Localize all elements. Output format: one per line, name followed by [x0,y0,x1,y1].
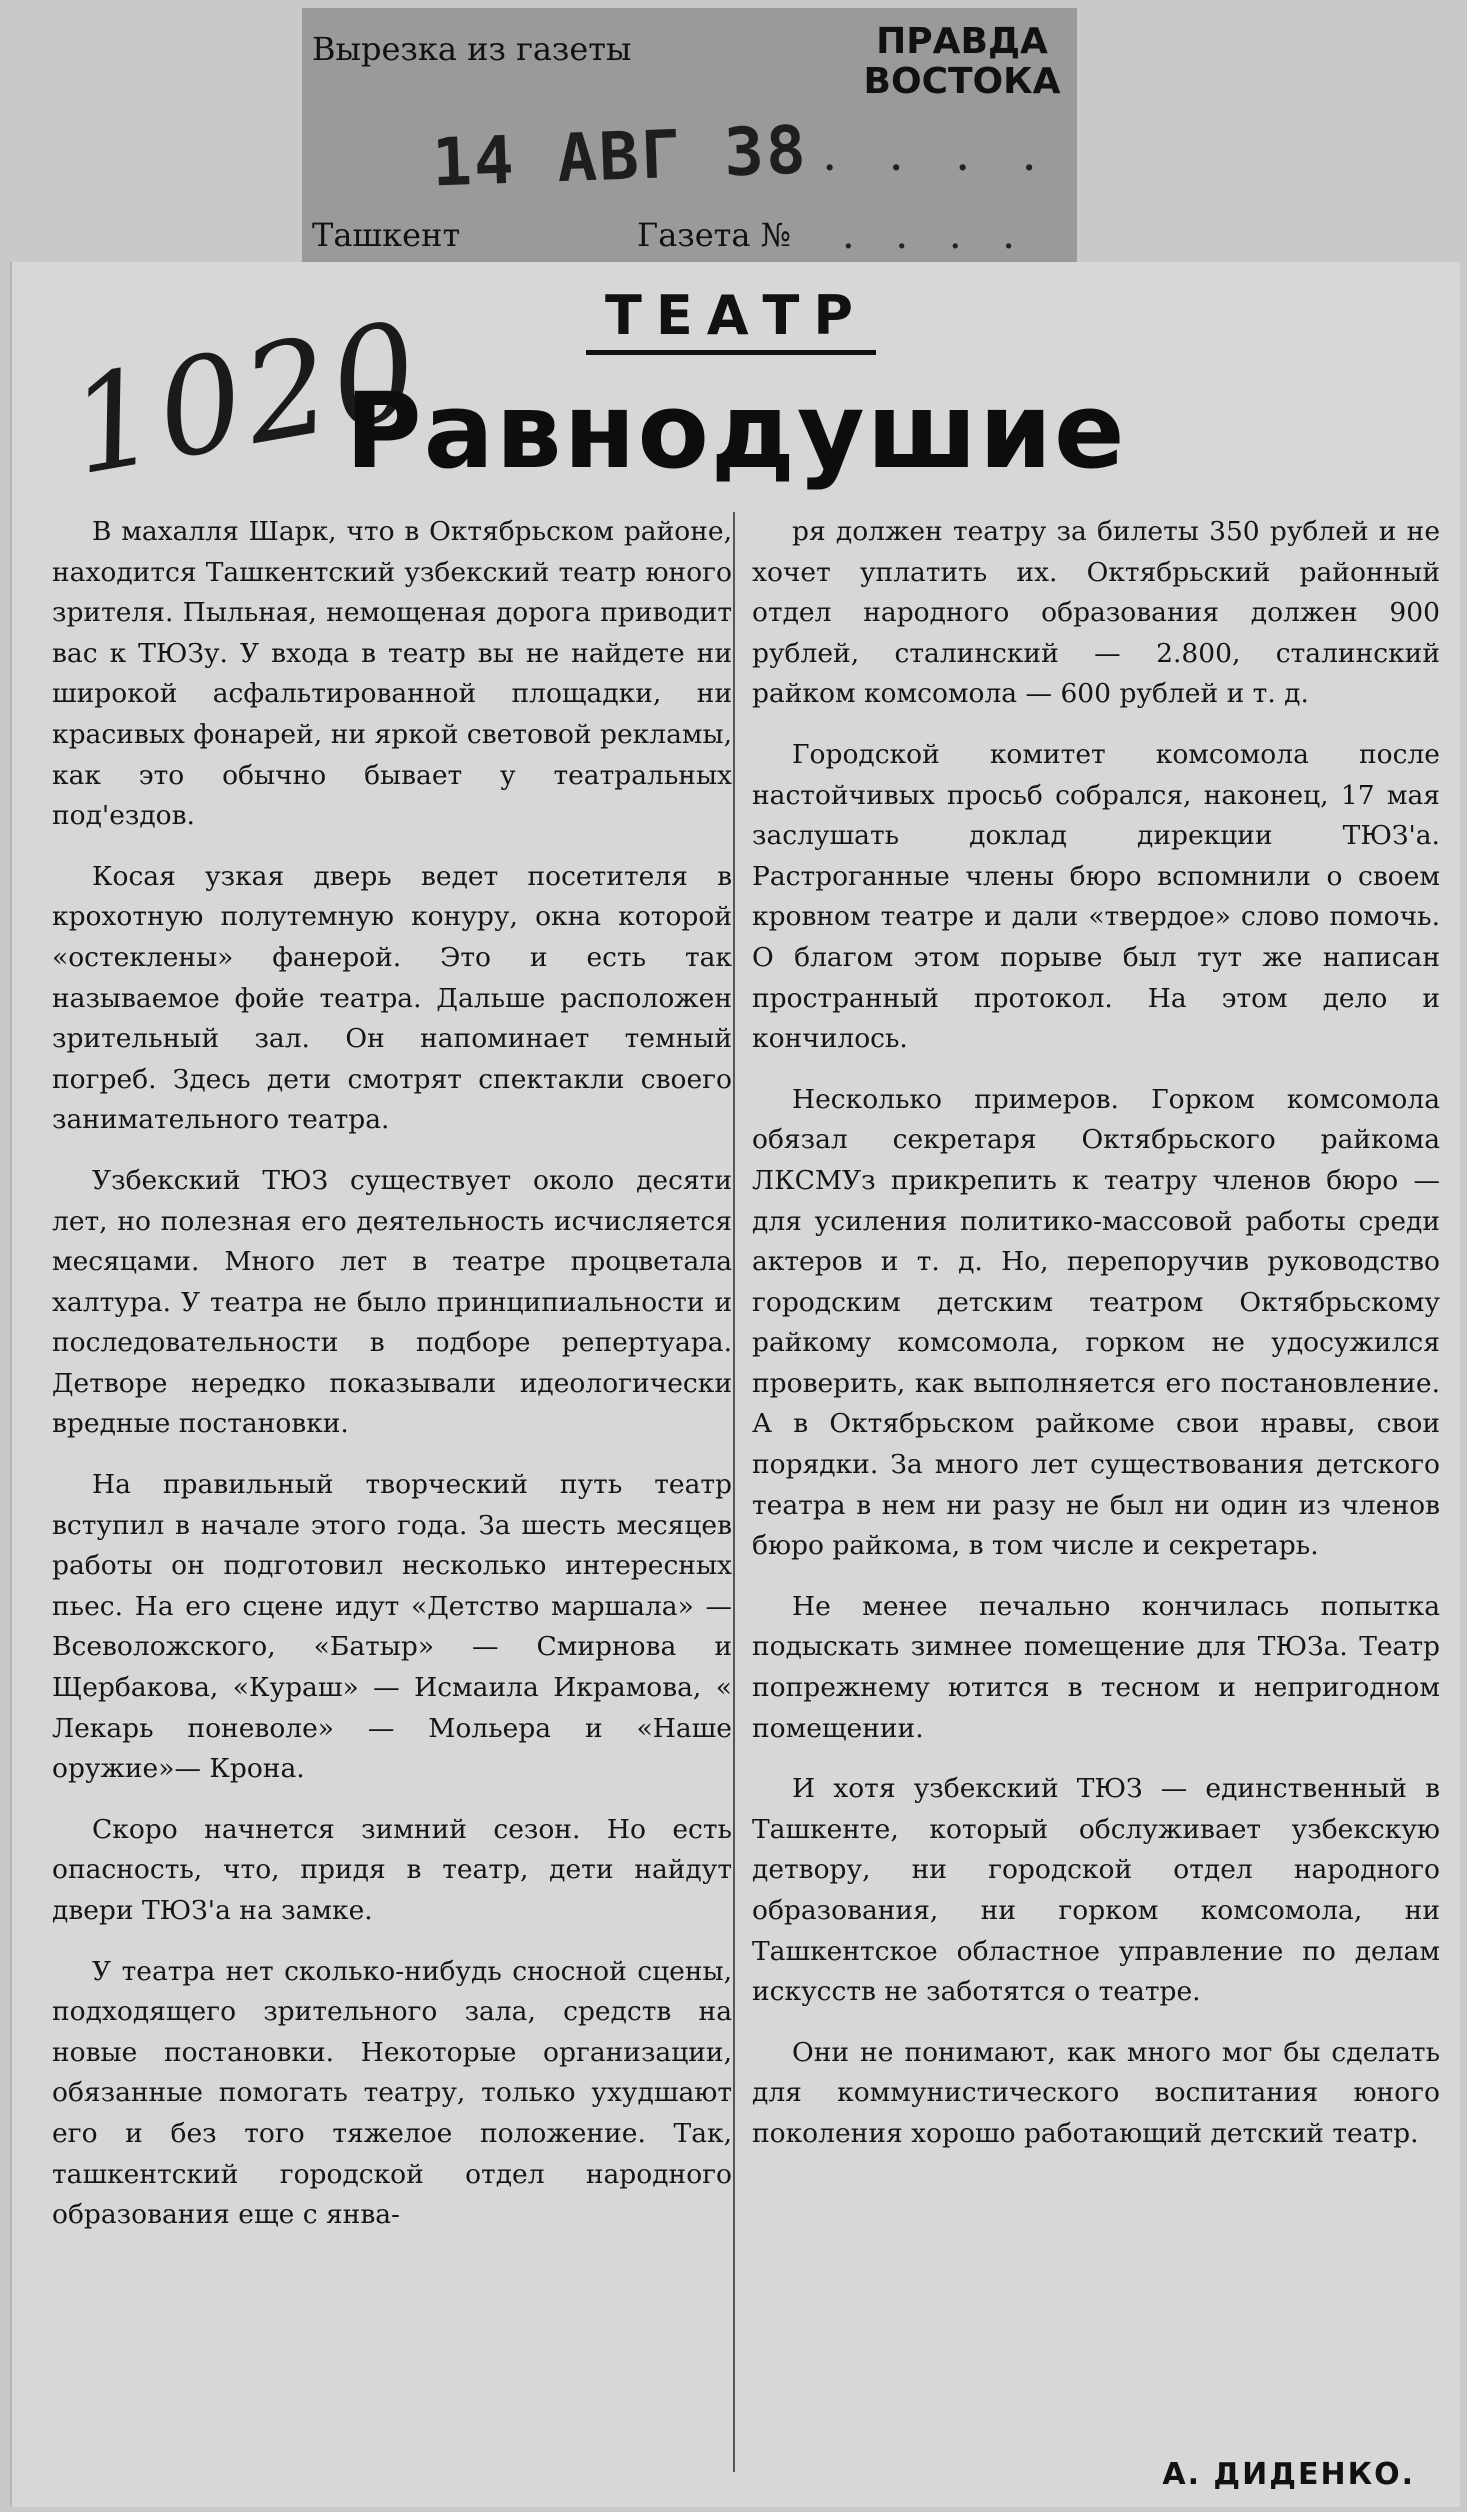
date-stamp: 14 АВГ 38 [430,111,809,202]
label-source: Вырезка из газеты [312,30,632,68]
author-signature: А. ДИДЕНКО. [1162,2457,1415,2492]
article-headline: Равнодушие [345,370,1127,492]
paragraph: Скоро начнется зимний сезон. Но есть опасность, что, придя в театр, дети найдут двери ТЮЗ'а на замке. [52,1813,732,1926]
label-fill-dots: . . . . [842,212,1030,258]
section-underline [586,350,876,355]
paragraph: Не менее печально кончилась попытка подыскать зимнее помещение для ТЮЗа. Театр попрежнему ютится в тесном и непригодном помещении. [752,1590,1440,1744]
article-right-column [752,512,1440,2175]
clipping-label-card [302,8,1077,265]
newspaper-clipping [10,262,1460,2507]
paragraph: И хотя узбекский ТЮЗ — единственный в Ташкенте, который обслуживает узбекскую детвору, ни городской отдел народного образования, ни горком комсомола, ни Ташкентское областное управление по делам искусств не заботятся о театре. [752,1773,1440,2008]
paragraph: Они не понимают, как много мог бы сделать для коммунистического воспитания юного поколения хорошо работающий детский театр. [752,2036,1440,2149]
paragraph: Косая узкая дверь ведет посетителя в крохотную полутемную конуру, окна которой «остеклены» фанерой. Это и есть так называемое фойе театра. Дальше расположен зрительный зал. Он напоминает темный погреб. Здесь дети смотрят спектакли своего занимательного театра. [52,860,732,1136]
paragraph: Узбекский ТЮЗ существует около десяти лет, но полезная его деятельность исчисляется месяцами. Много лет в театре процветала халтура. У театра не было принципиальности и последовательности в подборе репертуара. Детворе нередко показывали идеологически вредные постановки. [52,1164,732,1440]
paragraph: Несколько примеров. Горком комсомола обязал секретаря Октябрьского райкома ЛКСМУз прикрепить к театру членов бюро — для усиления политико-массовой работы среди актеров и т. д. Но, перепоручив руководство городским детским театром Октябрьскому райкому комсомола, горком не удосужился проверить, как выполняется его постановление. А в Октябрьском райкоме свои нравы, свои порядки. За много лет существования детского театра в нем ни разу не был ни один из членов бюро райкома, в том числе и секретарь. [752,1083,1440,1562]
paragraph: Городской комитет комсомола после настойчивых просьб собрался, наконец, 17 мая заслушать доклад дирекции ТЮЗ'а. Растроганные члены бюро вспомнили о своем кровном театре и дали «твердое» слово помочь. О благом этом порыве был тут же написан пространный протокол. На этом дело и кончилось. [752,738,1440,1055]
paragraph: В махалля Шарк, что в Октябрьском районе, находится Ташкентский узбекский театр юного зрителя. Пыльная, немощеная дорога приводит вас к ТЮЗу. У входа в театр вы не найдете ни широкой асфальтированной площадки, ни красивых фонарей, ни яркой световой рекламы, как это обычно бывает у театральных под'ездов. [52,516,732,832]
paragraph: ря должен театру за билеты 350 рублей и не хочет уплатить их. Октябрьский районный отдел народного образования должен 900 рублей, сталинский — 2.800, сталинский райком комсомола — 600 рублей и т. д. [752,516,1440,710]
handwritten-number: 1020 [59,292,433,506]
label-newspaper-name: ПРАВДА ВОСТОКА [863,21,1061,102]
section-label: ТЕАТР [605,284,867,347]
paragraph: На правильный творческий путь театр вступил в начале этого года. За шесть месяцев работы он подготовил несколько интересных пьес. На его сцене идут «Детство маршала» — Всеволожского, «Батыр» — Смирнова и Щербакова, «Кураш» — Исмаила Икрамова, « Лекарь поневоле» — Мольера и «Наше оружие»— Крона. [52,1469,732,1785]
label-city: Ташкент [312,216,461,254]
article-left-column [52,512,732,2256]
label-fill-dots: . . . . [822,126,1055,182]
paragraph: У театра нет сколько-нибудь сносной сцены, подходящего зрительного зала, средств на новые постановки. Некоторые организации, обязанные помогать театру, только ухудшают его и без того тяжелое положение. Так, ташкентский городской отдел народного образования еще с янва- [52,1955,732,2231]
column-divider [733,512,735,2472]
label-gazeta-number: Газета № [637,216,791,254]
